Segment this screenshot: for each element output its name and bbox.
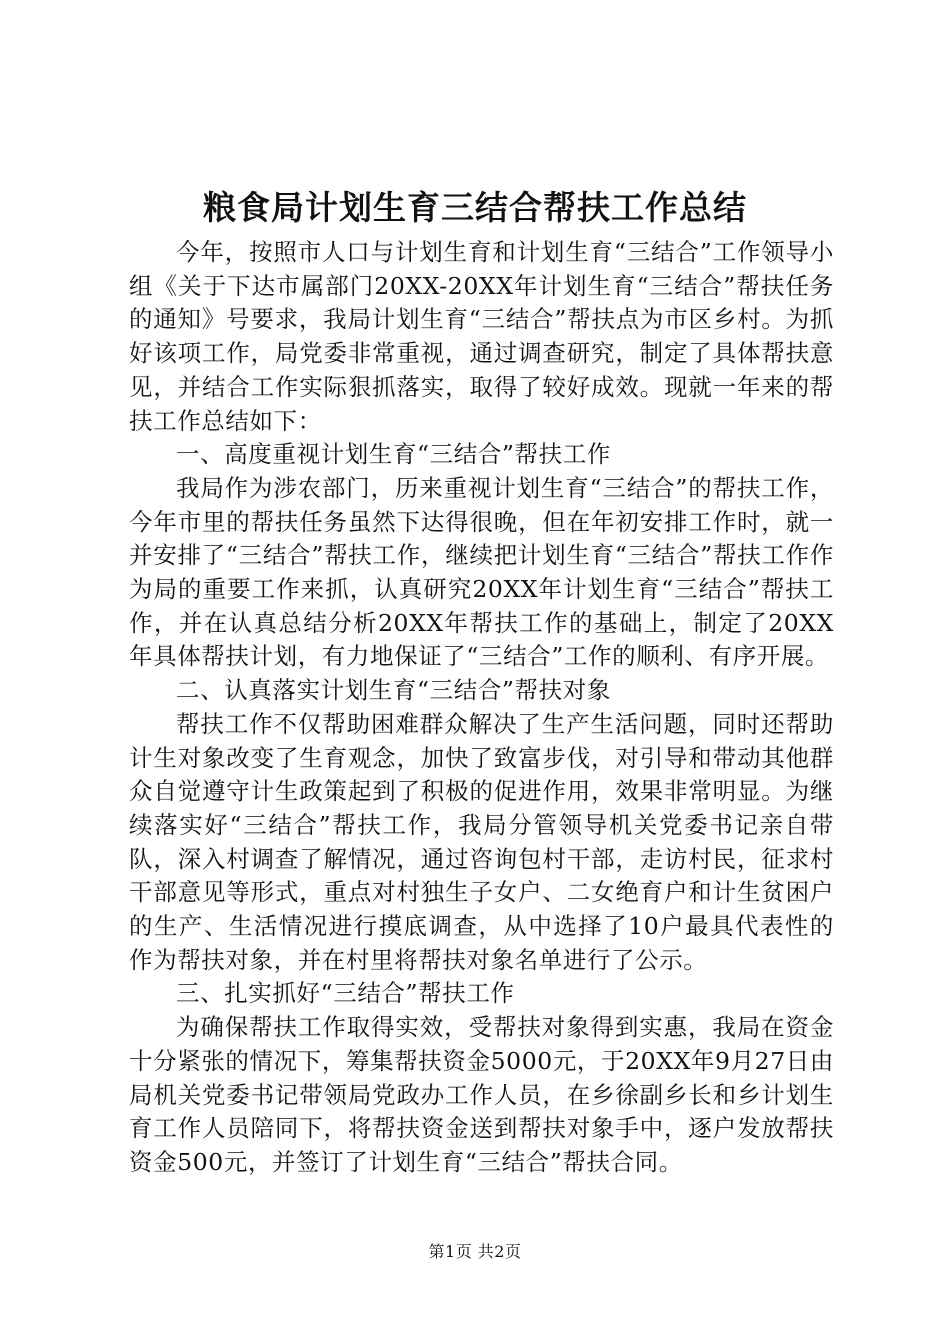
paragraph-section-1: 我局作为涉农部门，历来重视计划生育“三结合”的帮扶工作，今年市里的帮扶任务虽然下达得很晚，但在年初安排工作时，就一并安排了“三结合”帮扶工作，继续把计划生育“三结合”帮扶工作作为局的重要工作来抓，认真研究20XX年计划生育“三结合”帮扶工作，并在认真总结分析20XX年帮扶工作的基础上，制定了20XX年具体帮扶计划，有力地保证了“三结合”工作的顺利、有序开展。 xyxy=(129,473,834,671)
document-body xyxy=(129,236,834,1180)
paragraph-section-2: 帮扶工作不仅帮助困难群众解决了生产生活问题，同时还帮助计生对象改变了生育观念，加快了致富步伐，对引导和带动其他群众自觉遵守计生政策起到了积极的促进作用，效果非常明显。为继续落实好“三结合”帮扶工作，我局分管领导机关党委书记亲自带队，深入村调查了解情况，通过咨询包村干部，走访村民，征求村干部意见等形式，重点对村独生子女户、二女绝育户和计生贫困户的生产、生活情况进行摸底调查，从中选择了10户最具代表性的作为帮扶对象，并在村里将帮扶对象名单进行了公示。 xyxy=(129,709,834,974)
section-heading-3: 三、扎实抓好“三结合”帮扶工作 xyxy=(176,979,515,1008)
paragraph-intro: 今年，按照市人口与计划生育和计划生育“三结合”工作领导小组《关于下达市属部门20XX-20XX年计划生育“三结合”帮扶任务的通知》号要求，我局计划生育“三结合”帮扶点为市区乡村。为抓好该项工作，局党委非常重视，通过调查研究，制定了具体帮扶意见，并结合工作实际狠抓落实，取得了较好成效。现就一年来的帮扶工作总结如下： xyxy=(129,238,834,435)
page-number-footer: 第1页 共2页 xyxy=(428,1242,522,1261)
section-heading-1: 一、高度重视计划生育“三结合”帮扶工作 xyxy=(176,440,611,469)
paragraph-section-3: 为确保帮扶工作取得实效，受帮扶对象得到实惠，我局在资金十分紧张的情况下，筹集帮扶资金5000元，于20XX年9月27日由局机关党委书记带领局党政办工作人员，在乡徐副乡长和乡计划生育工作人员陪同下，将帮扶资金送到帮扶对象手中，逐户发放帮扶资金500元，并签订了计划生育“三结合”帮扶合同。 xyxy=(129,1013,834,1176)
section-heading-2: 二、认真落实计划生育“三结合”帮扶对象 xyxy=(176,676,611,705)
document-title: 粮食局计划生育三结合帮扶工作总结 xyxy=(203,188,747,227)
